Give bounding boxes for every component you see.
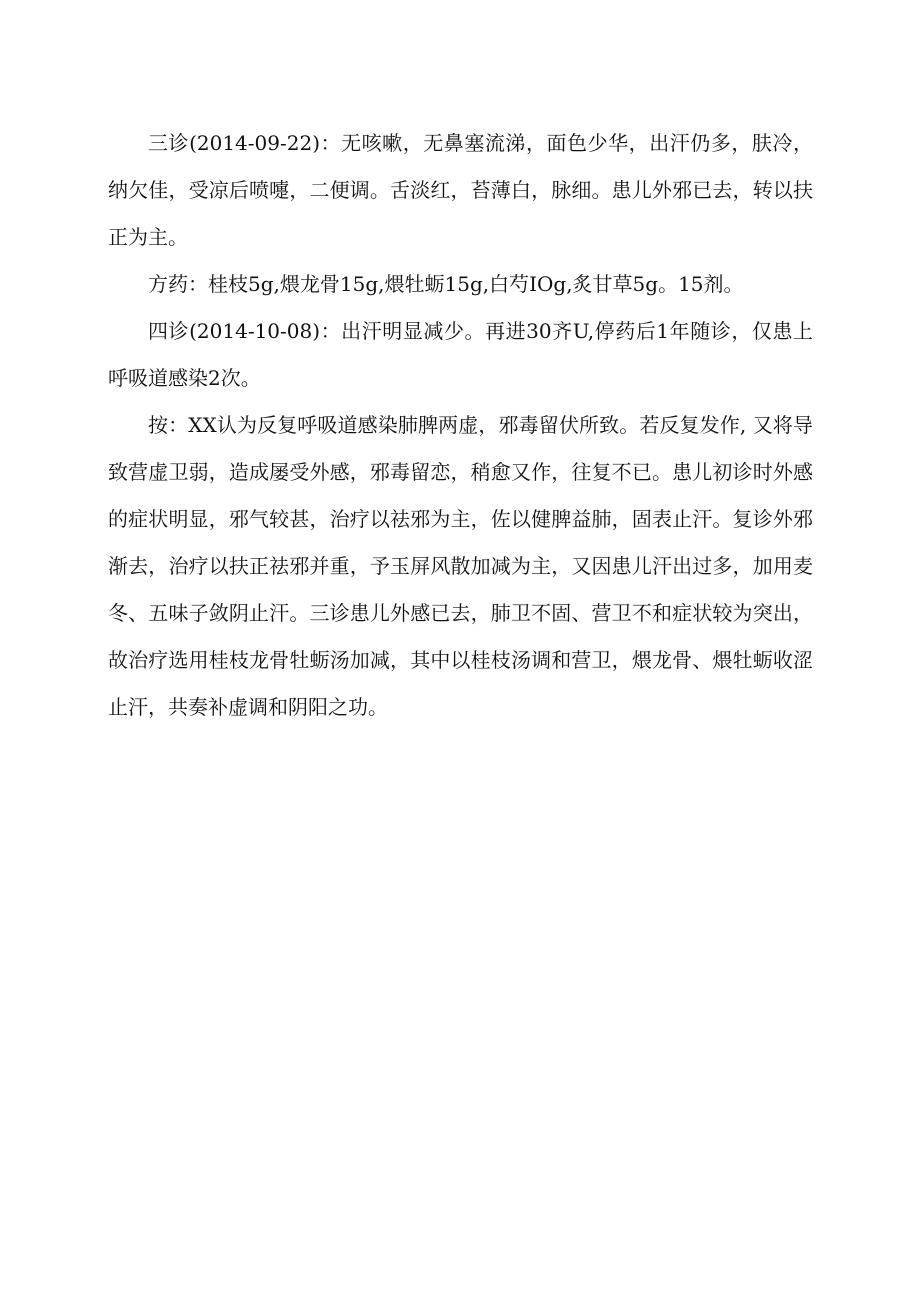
paragraph-fourth-visit: 四诊(2014-10-08)：出汗明显减少。再进30齐U,停药后1年随诊，仅患上呼吸道感染2次。 [108, 319, 813, 390]
document-body [108, 120, 813, 731]
paragraph-third-visit: 三诊(2014-09-22)：无咳嗽，无鼻塞流涕，面色少华，出汗仍多，肤冷，纳欠佳，受凉后喷嚏，二便调。舌淡红，苔薄白，脉细。患儿外邪已去，转以扶正为主。 [108, 131, 813, 249]
paragraph-commentary: 按：XX认为反复呼吸道感染肺脾两虚，邪毒留伏所致。若反复发作, 又将导致营虚卫弱，造成屡受外感，邪毒留恋，稍愈又作，往复不已。患儿初诊时外感的症状明显，邪气较甚，治疗以祛邪为主，佐以健脾益肺，固表止汗。复诊外邪渐去，治疗以扶正祛邪并重，予玉屏风散加减为主，又因患儿汗出过多，加用麦冬、五味子敛阴止汗。三诊患儿外感已去，肺卫不固、营卫不和症状较为突出，故治疗选用桂枝龙骨牡蛎汤加减，其中以桂枝汤调和营卫，煨龙骨、煨牡蛎收涩止汗，共奏补虚调和阴阳之功。 [108, 413, 813, 719]
paragraph-prescription: 方药：桂枝5g,煨龙骨15g,煨牡蛎15g,白芍IOg,炙甘草5g。15剂。 [148, 272, 744, 296]
